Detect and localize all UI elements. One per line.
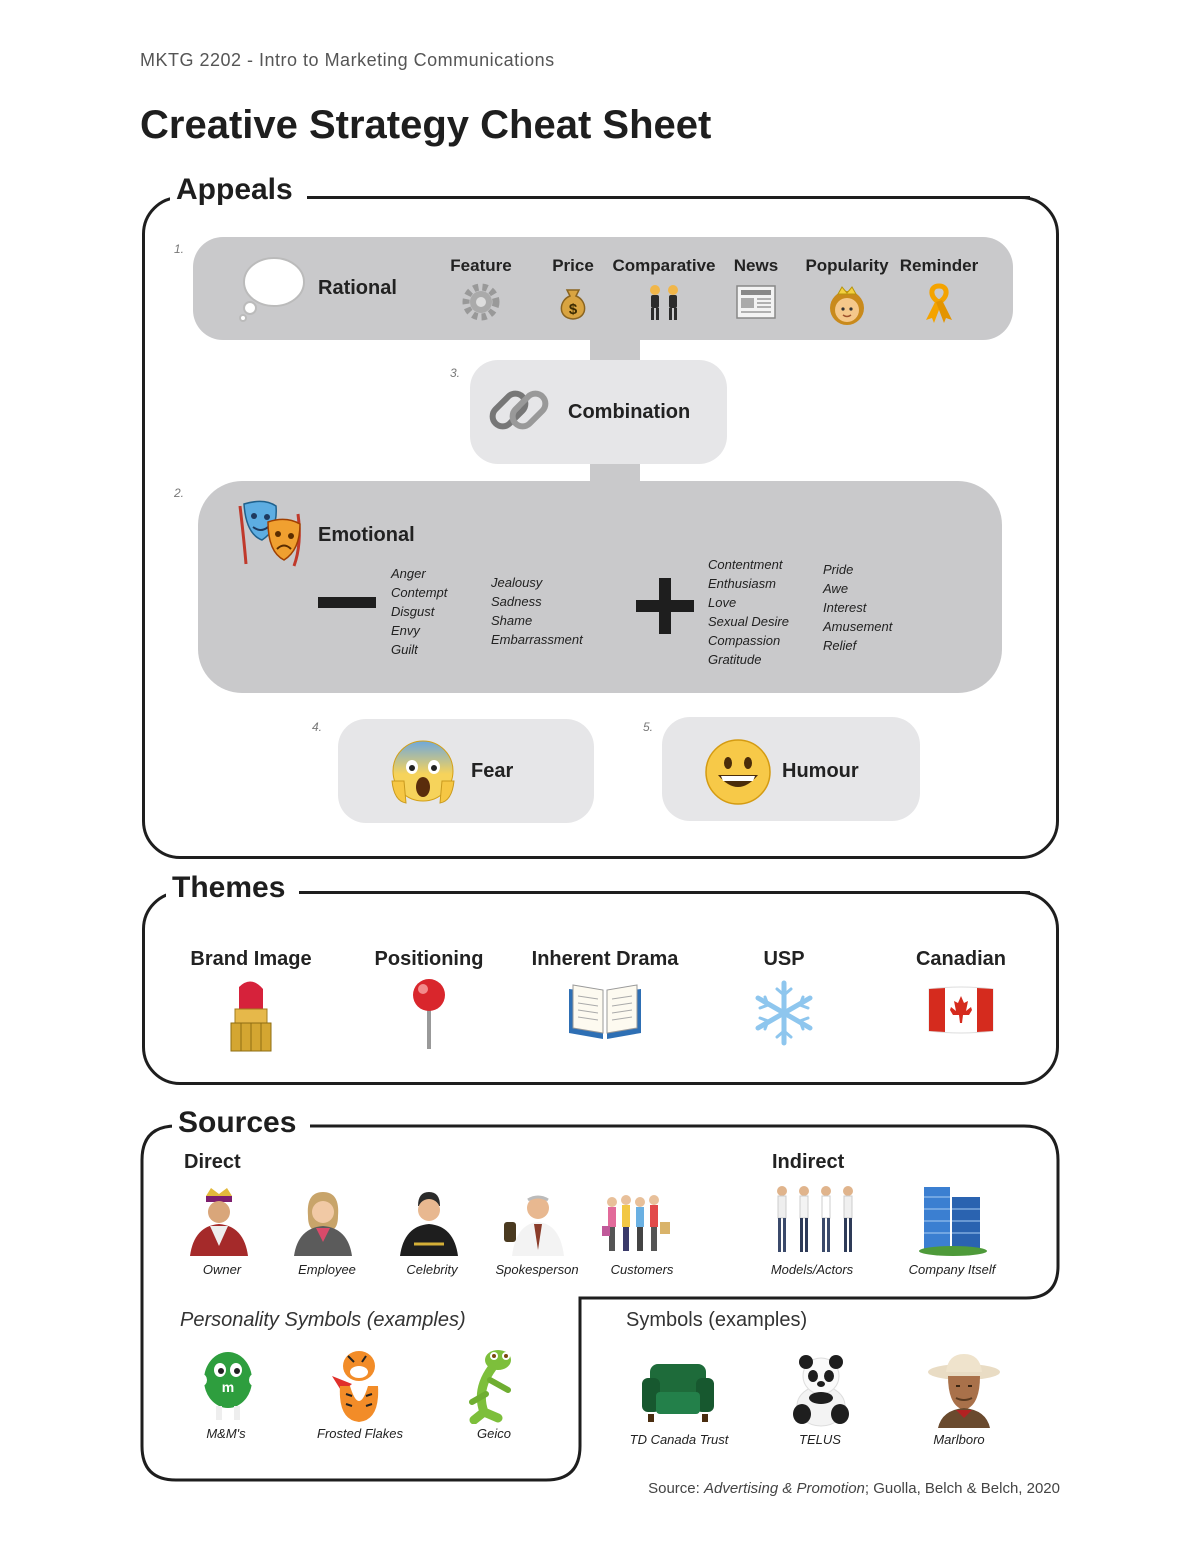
source-citation xyxy=(648,1480,1060,1497)
personality-caption-frosted-flakes: Frosted Flakes xyxy=(317,1426,403,1441)
rational-item-label: Price xyxy=(552,256,594,275)
gecko-image xyxy=(460,1346,524,1424)
symbol-caption-td: TD Canada Trust xyxy=(629,1432,729,1447)
emotion-item: Anger xyxy=(391,566,426,581)
theme-label: Positioning xyxy=(374,948,484,970)
source-caption-customers: Customers xyxy=(610,1262,674,1277)
owner-image xyxy=(184,1186,254,1256)
spokesperson-image xyxy=(498,1186,568,1256)
emotion-item: Interest xyxy=(823,600,867,615)
source-caption-models-actors: Models/Actors xyxy=(770,1262,854,1277)
emotion-item: Envy xyxy=(391,623,420,638)
rational-number: 1. xyxy=(174,242,185,256)
emotion-item: Jealousy xyxy=(491,575,543,590)
emotion-item: Pride xyxy=(823,562,854,577)
fear-number: 4. xyxy=(312,720,323,734)
indirect-label: Indirect xyxy=(772,1151,845,1173)
cowboy-image xyxy=(926,1352,1002,1428)
emotion-item: Guilt xyxy=(391,642,418,657)
page-title: Creative Strategy Cheat Sheet xyxy=(140,103,712,147)
themes-title: Themes xyxy=(166,871,299,905)
emotion-item: Enthusiasm xyxy=(708,576,776,591)
source-caption-spokesperson: Spokesperson xyxy=(495,1262,579,1277)
theme-label: Brand Image xyxy=(190,948,312,970)
source-caption-employee: Employee xyxy=(298,1262,356,1277)
combination-label: Combination xyxy=(568,401,691,423)
emotional-label: Emotional xyxy=(318,524,415,546)
appeals-title: Appeals xyxy=(170,173,307,207)
course-name: MKTG 2202 - Intro to Marketing Communications xyxy=(140,50,555,70)
emotion-item: Awe xyxy=(823,581,849,596)
personality-symbols-title: Personality Symbols (examples) xyxy=(180,1309,466,1331)
humour-number: 5. xyxy=(643,720,654,734)
rational-item-label: News xyxy=(733,256,779,275)
emotion-item: Embarrassment xyxy=(491,632,583,647)
citation-book: Advertising & Promotion xyxy=(703,1480,865,1497)
source-caption-owner: Owner xyxy=(202,1262,242,1277)
theme-label: Canadian xyxy=(915,948,1007,970)
emotion-item: Sadness xyxy=(491,594,542,609)
rational-item-label: Feature xyxy=(450,256,512,275)
tony-tiger-image xyxy=(322,1346,396,1424)
celebrity-image xyxy=(394,1186,464,1256)
emotion-item: Sexual Desire xyxy=(708,614,789,629)
humour-label: Humour xyxy=(782,760,859,782)
source-caption-celebrity: Celebrity xyxy=(406,1262,458,1277)
emotion-item: Contempt xyxy=(391,585,448,600)
combination-number: 3. xyxy=(450,366,461,380)
symbol-caption-marlboro: Marlboro xyxy=(933,1432,985,1447)
mms-mascot-image xyxy=(196,1346,260,1424)
emotional-number: 2. xyxy=(174,486,185,500)
rational-item-label: Reminder xyxy=(899,256,979,275)
personality-caption-geico: Geico xyxy=(477,1426,511,1441)
models-actors-image xyxy=(770,1183,860,1255)
direct-label: Direct xyxy=(184,1151,241,1173)
emotion-item: Disgust xyxy=(391,604,435,619)
employee-image xyxy=(288,1186,358,1256)
green-chair-image xyxy=(640,1356,716,1426)
rational-item-label: Comparative xyxy=(612,256,716,275)
symbols-title: Symbols (examples) xyxy=(626,1309,808,1331)
personality-caption-mms: M&M's xyxy=(206,1426,246,1441)
rational-label: Rational xyxy=(318,277,397,299)
emotion-item: Love xyxy=(708,595,737,610)
citation-rest: ; Guolla, Belch & Belch, 2020 xyxy=(864,1480,1060,1497)
customers-image xyxy=(602,1186,672,1256)
theme-label: USP xyxy=(763,948,805,970)
emotion-item: Contentment xyxy=(708,557,783,572)
fear-label: Fear xyxy=(471,760,514,782)
source-caption-company-itself: Company Itself xyxy=(908,1262,996,1277)
emotion-item: Amusement xyxy=(823,619,893,634)
theme-label: Inherent Drama xyxy=(531,948,679,970)
emotion-item: Compassion xyxy=(708,633,781,648)
sources-title: Sources xyxy=(172,1106,310,1140)
symbol-caption-telus: TELUS xyxy=(799,1432,841,1447)
company-building-image xyxy=(918,1181,988,1257)
emotion-item: Gratitude xyxy=(708,652,762,667)
emotion-item: Relief xyxy=(823,638,857,653)
rational-item-label: Popularity xyxy=(805,256,889,275)
citation-prefix: Source: xyxy=(648,1480,704,1497)
svg-text:m: m xyxy=(221,1379,235,1395)
panda-image xyxy=(786,1352,856,1428)
emotion-item: Shame xyxy=(491,613,533,628)
svg-text:$: $ xyxy=(568,301,578,318)
